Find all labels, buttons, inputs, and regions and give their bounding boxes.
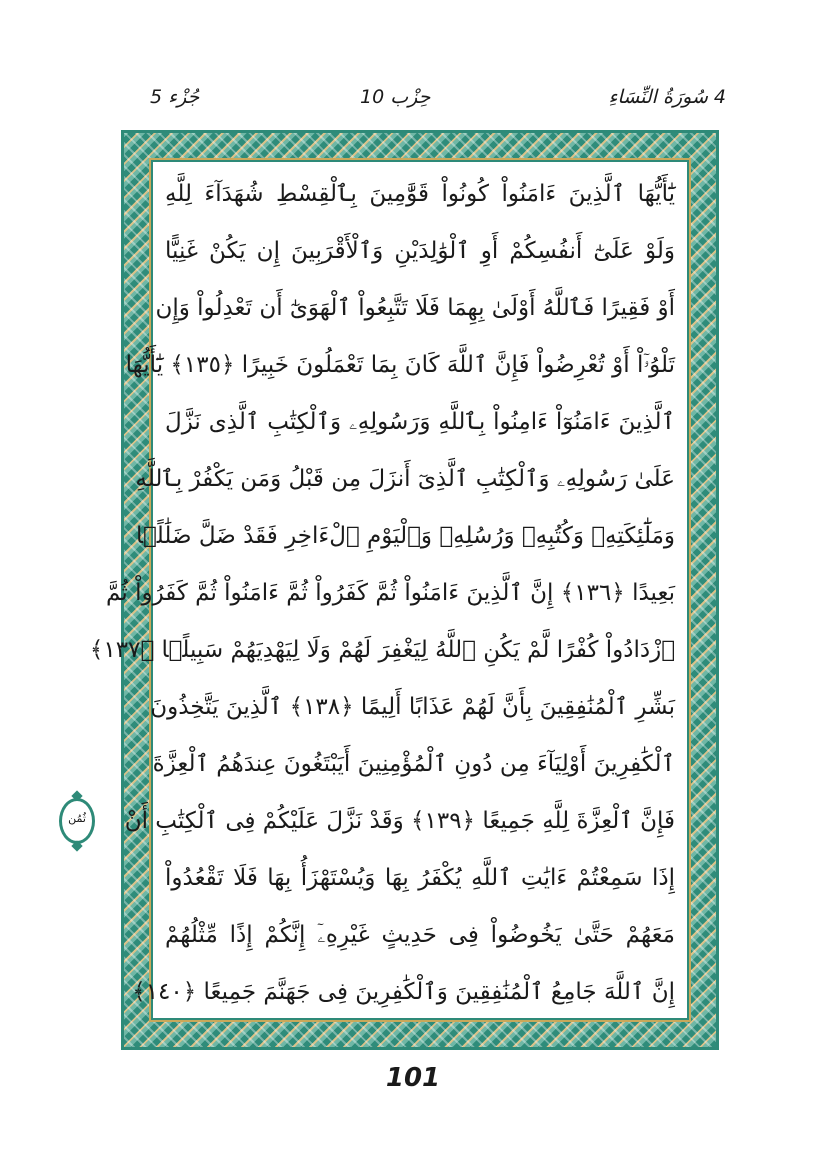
text-line-15: إِنَّ ٱللَّهَ جَامِعُ ٱلْمُنَٰفِقِينَ وَٱلْكَٰفِرِينَ فِى جَهَنَّمَ جَمِيعًا ﴿١٤٠﴾ <box>132 979 675 1005</box>
hizb-number: حِزْب 10 <box>360 86 431 108</box>
juz-number: جُزْء 5 <box>150 86 200 108</box>
page-header <box>0 86 826 116</box>
surah-name: 4 سُورَةُ النِّسَاءِ <box>608 86 726 108</box>
text-line-14: مَعَهُمْ حَتَّىٰ يَخُوضُواْ فِى حَدِيثٍ غَيْرِهِۦٓ إِنَّكُمْ إِذًا مِّثْلُهُمْ <box>165 922 675 948</box>
text-line-1: يَٰٓأَيُّهَا ٱلَّذِينَ ءَامَنُواْ كُونُواْ قَوَّٰمِينَ بِٱلْقِسْطِ شُهَدَآءَ لِلَّهِ <box>165 181 675 207</box>
text-line-7: وَمَلَٰٓئِكَتِهِۦ وَكُتُبِهِۦ وَرُسُلِهِۦ وَٱلْيَوْمِ ٱلْءَاخِرِ فَقَدْ ضَلَّ ضَلَٰلًۢا <box>135 523 675 549</box>
text-line-3: أَوْ فَقِيرًا فَٱللَّهُ أَوْلَىٰ بِهِمَا فَلَا تَتَّبِعُواْ ٱلْهَوَىٰٓ أَن تَعْدِلُواْ وَإِن <box>155 295 675 321</box>
text-line-2: وَلَوْ عَلَىٰٓ أَنفُسِكُمْ أَوِ ٱلْوَٰلِدَيْنِ وَٱلْأَقْرَبِينَ إِن يَكُنْ غَنِيًّا <box>165 238 675 264</box>
text-line-6: عَلَىٰ رَسُولِهِۦ وَٱلْكِتَٰبِ ٱلَّذِىٓ أَنزَلَ مِن قَبْلُ وَمَن يَكْفُرْ بِٱللَّهِ <box>135 466 675 492</box>
text-area <box>89 160 689 1020</box>
thumun-margin-marker <box>55 790 99 852</box>
decorative-page-frame <box>89 130 719 1050</box>
text-line-4: تَلْوُۥٓاْ أَوْ تُعْرِضُواْ فَإِنَّ ٱللَّهَ كَانَ بِمَا تَعْمَلُونَ خَبِيرًا ﴿١٣٥﴾ يَٰٓأَيُّهَا <box>125 352 675 378</box>
marker-label: ثُمُن <box>68 812 86 825</box>
text-line-12: فَإِنَّ ٱلْعِزَّةَ لِلَّهِ جَمِيعًا ﴿١٣٩﴾ وَقَدْ نَزَّلَ عَلَيْكُمْ فِى ٱلْكِتَٰبِ أَنْ <box>124 808 675 834</box>
verse-text-block <box>89 168 675 1012</box>
text-line-11: ٱلْكَٰفِرِينَ أَوْلِيَآءَ مِن دُونِ ٱلْمُؤْمِنِينَ أَيَبْتَغُونَ عِندَهُمُ ٱلْعِزَّةَ <box>152 751 675 777</box>
text-line-5: ٱلَّذِينَ ءَامَنُوٓاْ ءَامِنُواْ بِٱللَّهِ وَرَسُولِهِۦ وَٱلْكِتَٰبِ ٱلَّذِى نَزَّلَ <box>165 409 675 435</box>
text-line-10: بَشِّرِ ٱلْمُنَٰفِقِينَ بِأَنَّ لَهُمْ عَذَابًا أَلِيمًا ﴿١٣٨﴾ ٱلَّذِينَ يَتَّخِذُونَ <box>150 694 675 720</box>
text-line-9: ٱزْدَادُواْ كُفْرًا لَّمْ يَكُنِ ٱللَّهُ لِيَغْفِرَ لَهُمْ وَلَا لِيَهْدِيَهُمْ سَبِيلًۢا ﴿١٣٧﴾ <box>89 637 675 663</box>
page-number: 101 <box>385 1063 441 1093</box>
text-line-8: بَعِيدًا ﴿١٣٦﴾ إِنَّ ٱلَّذِينَ ءَامَنُواْ ثُمَّ كَفَرُواْ ثُمَّ ءَامَنُواْ ثُمَّ كَفَرُواْ ثُمَّ <box>106 580 675 606</box>
text-line-13: إِذَا سَمِعْتُمْ ءَايَٰتِ ٱللَّهِ يُكْفَرُ بِهَا وَيُسْتَهْزَأُ بِهَا فَلَا تَقْعُدُواْ <box>165 865 675 891</box>
